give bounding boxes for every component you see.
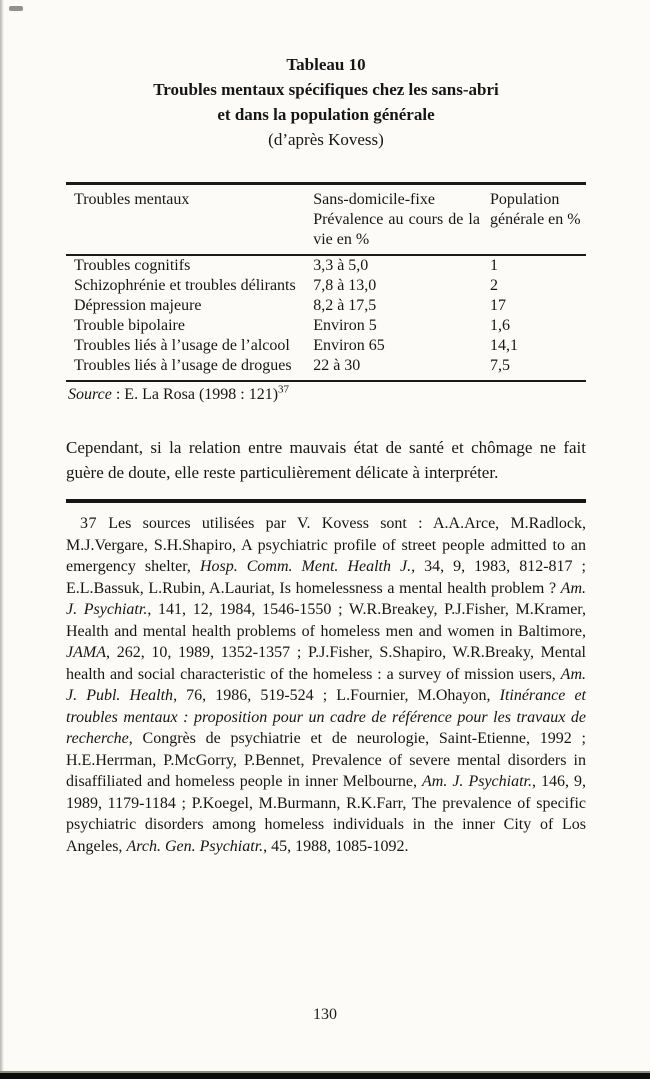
table-title-block (66, 52, 586, 152)
table-cell-trouble: Troubles cognitifs (74, 257, 191, 274)
footnote-37 (66, 513, 586, 857)
table-cell-prevalence: 8,2 à 17,5 (313, 297, 377, 314)
header-population-generale: Population générale en % (482, 184, 586, 256)
table-cell-population: 17 (489, 297, 506, 314)
header-troubles-mentaux: Troubles mentaux (66, 184, 305, 256)
table-row (66, 336, 586, 356)
table-cell-trouble: Troubles liés à l’usage de l’alcool (74, 337, 290, 354)
table-row (66, 255, 586, 276)
table-source-note (66, 384, 586, 405)
table-cell-prevalence: 7,8 à 13,0 (313, 277, 377, 294)
table-title-line2: Troubles mentaux spécifiques chez les sans-abri (153, 80, 499, 99)
footnote-separator (66, 499, 586, 503)
prevalence-table (66, 182, 586, 382)
scan-smudge (9, 6, 23, 11)
table-cell-population: 1,6 (489, 317, 510, 334)
table-title-attribution: (d’après Kovess) (268, 130, 384, 149)
source-footnote-ref: 37 (278, 383, 290, 396)
table-cell-population: 2 (489, 277, 498, 294)
page-number: 130 (313, 1006, 337, 1023)
table-row (66, 316, 586, 336)
table-cell-trouble: Troubles liés à l’usage de drogues (66, 356, 305, 381)
table-title-line3: et dans la population générale (217, 105, 435, 124)
table-cell-population: 14,1 (489, 337, 518, 354)
table-row (66, 276, 586, 296)
table-cell-prevalence: Environ 5 (313, 317, 377, 334)
table-row (66, 356, 586, 381)
scan-edge-bottom (0, 1071, 650, 1079)
scan-edge-left (0, 0, 4, 1079)
table-cell-population: 1 (489, 257, 498, 274)
table-title-number: Tableau 10 (286, 55, 366, 74)
source-text: : E. La Rosa (1998 : 121) (111, 386, 279, 403)
table-cell-prevalence: 22 à 30 (305, 356, 482, 381)
table-cell-population: 7,5 (482, 356, 586, 381)
body-paragraph: Cependant, si la relation entre mauvais état de santé et chômage ne fait guère de doute, elle reste particulièrement délicate à interpréter. (66, 438, 586, 482)
table-cell-prevalence: Environ 65 (313, 337, 385, 354)
footnote-marker: 37 (80, 515, 97, 532)
source-label: Source (68, 386, 112, 403)
table-cell-prevalence: 3,3 à 5,0 (313, 257, 369, 274)
table-header-row (66, 184, 586, 256)
table-row (66, 296, 586, 316)
table-cell-trouble: Schizophrénie et troubles délirants (74, 277, 296, 294)
table-cell-trouble: Dépression majeure (74, 297, 202, 314)
table-cell-trouble: Trouble bipolaire (74, 317, 185, 334)
footnote-text: Les sources utilisées par V. Kovess sont : A.A.Arce, M.Radlock, M.J.Vergare, S.H.Shapiro, A psychiatric profile of street people admitted to an emergency shelter, Hosp. Comm. Ment. Health J., 34, 9, 1983, 812-817 ; E.L.Bassuk, L.Rubin, A.Lauriat, Is homelessness a mental health problem ? Am. J. Psychiatr., 141, 12, 1984, 1546-1550 ; W.R.Breakey, P.J.Fisher, M.Kramer, Health and mental health problems of homeless men and women in Baltimore, JAMA, 262, 10, 1989, 1352-1357 ; P.J.Fisher, S.Shapiro, W.R.Breaky, Mental health and social characteristic of the homeless : a survey of mission users, Am. J. Publ. Health, 76, 1986, 519-524 ; L.Fournier, M.Ohayon, Itinérance et troubles mentaux : proposition pour un cadre de référence pour les travaux de recherche, Congrès de psychiatrie et de neurologie, Saint-Etienne, 1992 ; H.E.Herrman, P.McGorry, P.Bennet, Prevalence of severe mental disorders in disaffiliated and homeless people in inner Melbourne, Am. J. Psychiatr., 146, 9, 1989, 1179-1184 ; P.Koegel, M.Burmann, R.K.Farr, The prevalence of specific psychiatric disorders among homeless individuals in the inner City of Los Angeles, Arch. Gen. Psychiatr., 45, 1988, 1085-1092. (66, 515, 587, 855)
header-sans-domicile-fixe: Sans-domicile-fixe Prévalence au cours de la vie en % (305, 184, 482, 256)
